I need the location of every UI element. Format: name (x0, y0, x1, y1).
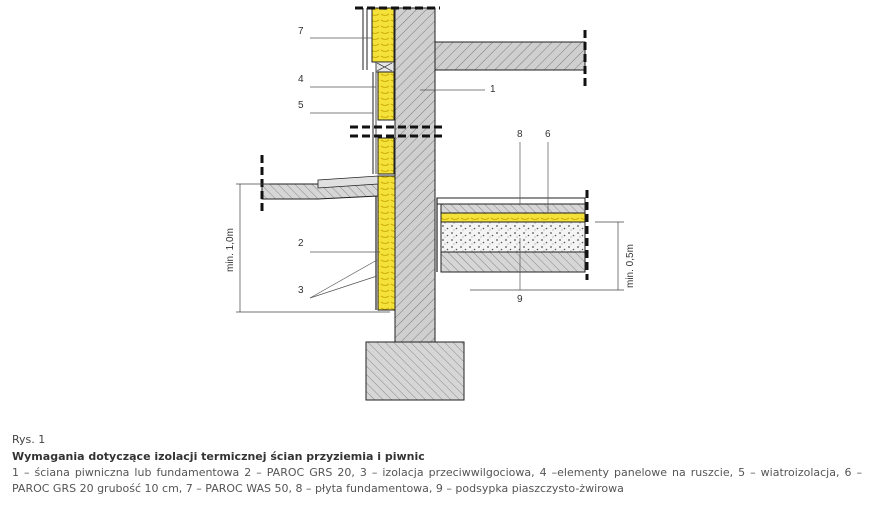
basement-wall (395, 8, 435, 342)
label-3: 3 (298, 285, 304, 296)
label-6: 6 (545, 129, 551, 140)
wall-insulation-lower (378, 138, 394, 174)
dimension-right-height: min. 0,5m (625, 244, 636, 288)
wall-insulation-middle (378, 72, 394, 120)
floor-top-layer (437, 198, 585, 204)
floor-insulation (441, 213, 585, 222)
figure-description: 1 – ściana piwniczna lub fundamentowa 2 – PAROC GRS 20, 3 – izolacja przeciwwilgociowa, 4 –elementy panelowe na ruszcie, 5 – wiatroizolacja, 6 – PAROC GRS 20 grubość 10 cm, 7 – PAROC WAS 50, 8 – płyta fundamentowa, 9 – podsypka piaszczysto-żwirowa (12, 466, 862, 495)
label-2: 2 (298, 238, 304, 249)
label-9: 9 (517, 294, 523, 305)
subsoil-layer (441, 252, 585, 272)
dimension-left-height: min. 1,0m (225, 228, 236, 272)
figure-title: Wymagania dotyczące izolacji termicznej ścian przyziemia i piwnic (12, 450, 425, 463)
label-1: 1 (490, 84, 496, 95)
upper-wall-insulation (372, 8, 394, 62)
label-8: 8 (517, 129, 523, 140)
label-7: 7 (298, 26, 304, 37)
figure-caption (12, 433, 862, 497)
gravel-bedding (441, 222, 585, 252)
perimeter-insulation (378, 176, 395, 310)
label-5: 5 (298, 100, 304, 111)
foundation-plate (441, 204, 585, 213)
floor-slab (435, 42, 585, 70)
figure-number: Rys. 1 (12, 433, 46, 446)
foundation-footing (366, 342, 464, 400)
label-4: 4 (298, 74, 304, 85)
